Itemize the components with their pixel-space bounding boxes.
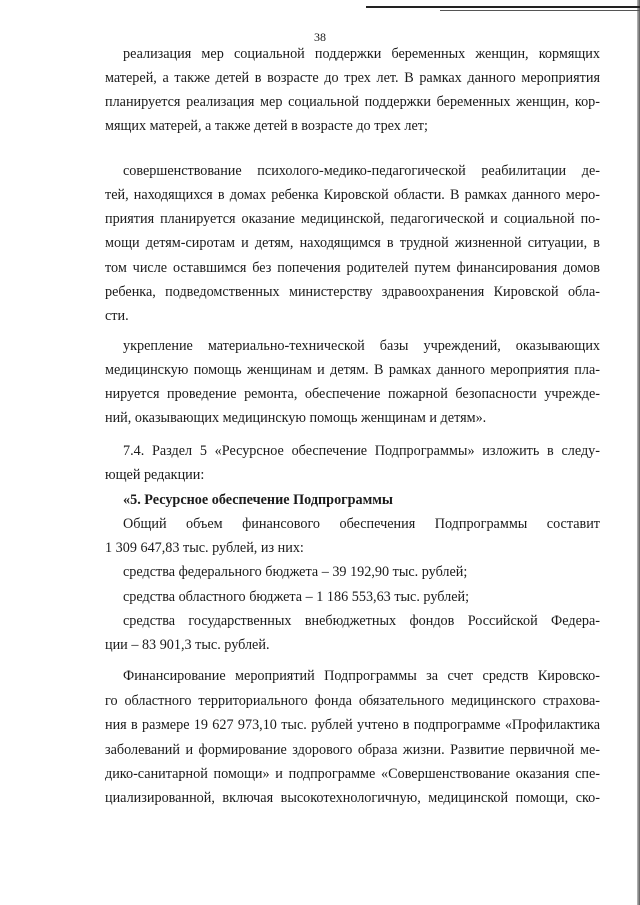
- text-line: средства федерального бюджета – 39 192,90 тыс. рублей;: [123, 564, 468, 580]
- text-line: нируется проведение ремонта, обеспечение пожарной безопасности учрежде-: [105, 386, 600, 402]
- text-line: ции – 83 901,3 тыс. рублей.: [105, 637, 270, 653]
- text-line: сти.: [105, 308, 129, 324]
- text-line: ний, оказывающих медицинскую помощь женщинам и детям».: [105, 410, 487, 426]
- text-line: средства областного бюджета – 1 186 553,63 тыс. рублей;: [123, 589, 470, 605]
- text-line: реализация мер социальной поддержки беременных женщин, кормящих: [123, 46, 600, 62]
- text-line: том числе оставшимся без попечения родителей путем финансирования домов: [105, 260, 600, 276]
- text-line: укрепление материально-технической базы учреждений, оказывающих: [123, 338, 600, 354]
- text-line: тей, находящихся в домах ребенка Кировской области. В рамках данного меро-: [105, 187, 600, 203]
- text-line: «5. Ресурсное обеспечение Подпрограммы: [123, 492, 393, 508]
- text-line: дико-санитарной помощи» и подпрограмме «Совершенствование оказания спе-: [105, 766, 600, 782]
- text-line: циализированной, включая высокотехнологичную, медицинской помощи, ско-: [105, 790, 600, 806]
- text-line: планируется реализация мер социальной поддержки беременных женщин, кор-: [105, 94, 600, 110]
- text-line: Финансирование мероприятий Подпрограммы за счет средств Кировско-: [123, 668, 600, 684]
- text-line: ния в размере 19 627 973,10 тыс. рублей учтено в подпрограмме «Профилактика: [105, 717, 600, 733]
- text-line: медицинскую помощь женщинам и детям. В рамках данного мероприятия пла-: [105, 362, 600, 378]
- text-line: Общий объем финансового обеспечения Подпрограммы составит: [123, 516, 600, 532]
- text-line: матерей, а также детей в возрасте до трех лет. В рамках данного мероприятия: [105, 70, 600, 86]
- page-number: 38: [314, 30, 326, 44]
- text-line: 1 309 647,83 тыс. рублей, из них:: [105, 540, 304, 556]
- text-line: совершенствование психолого-медико-педагогической реабилитации де-: [123, 163, 600, 179]
- text-line: приятия планируется оказание медицинской, педагогической и социальной по-: [105, 211, 600, 227]
- text-line: го областного территориального фонда обязательного медицинского страхова-: [105, 693, 600, 709]
- text-line: 7.4. Раздел 5 «Ресурсное обеспечение Подпрограммы» изложить в следу-: [123, 443, 600, 459]
- text-line: мощи детям-сиротам и детям, находящимся в трудной жизненной ситуации, в: [105, 235, 600, 251]
- document-body: [105, 0, 600, 905]
- text-line: ющей редакции:: [105, 467, 205, 483]
- text-line: ребенка, подведомственных министерству здравоохранения Кировской обла-: [105, 284, 600, 300]
- text-line: средства государственных внебюджетных фондов Российской Федера-: [123, 613, 600, 629]
- text-line: заболеваний и формирование здорового образа жизни. Развитие первичной ме-: [105, 742, 600, 758]
- text-line: мящих матерей, а также детей в возрасте до трех лет;: [105, 118, 428, 134]
